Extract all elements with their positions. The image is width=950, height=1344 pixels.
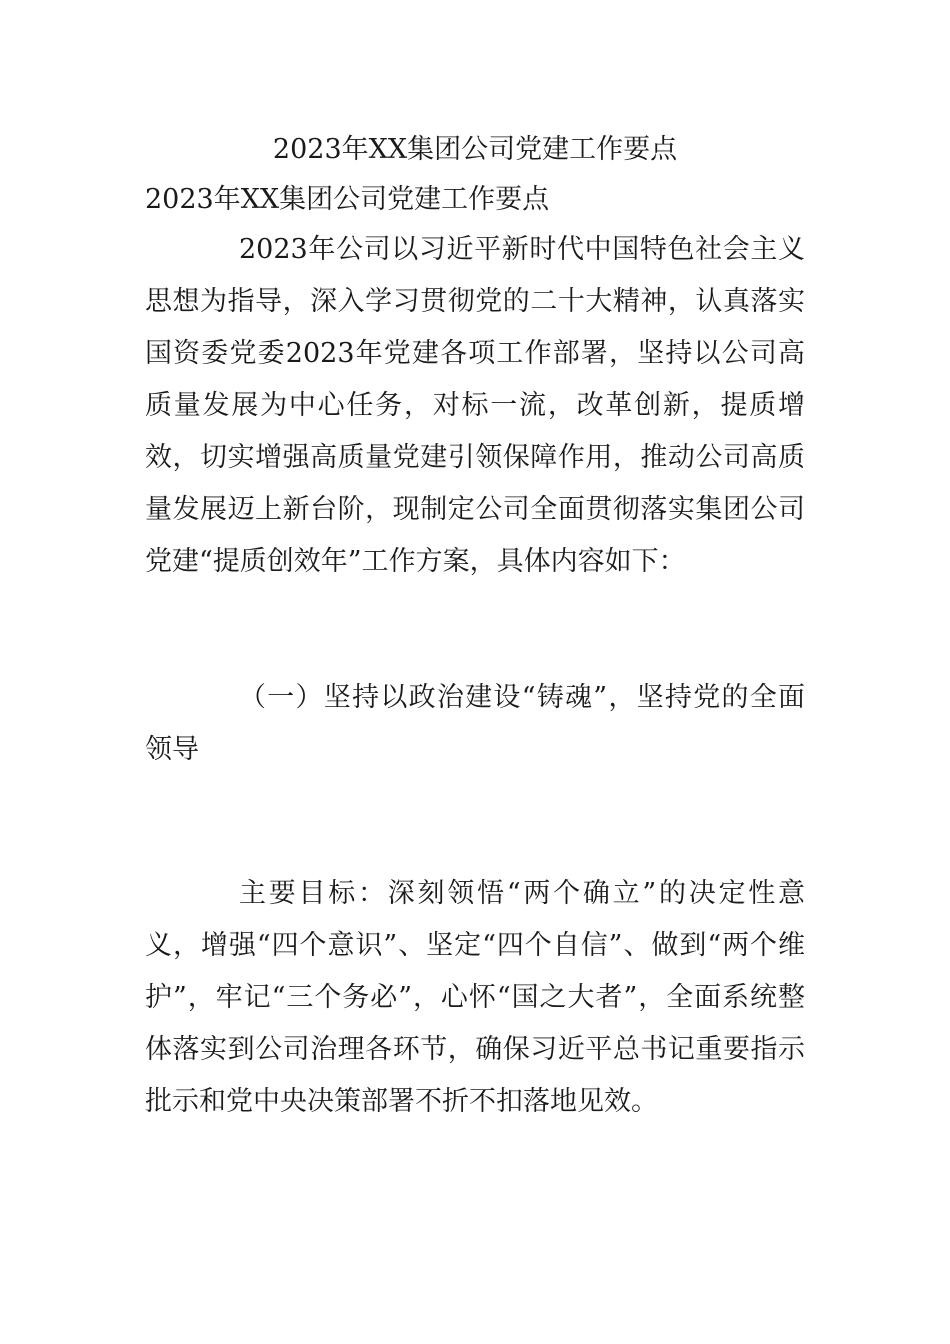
section-heading-1: （一）坚持以政治建设“铸魂”，坚持党的全面领导	[145, 682, 805, 765]
document-title: 2023年XX集团公司党建工作要点	[272, 134, 678, 165]
goal-paragraph: 主要目标：深刻领悟“两个确立”的决定性意义，增强“四个意识”、坚定“四个自信”、做到“两个维护”，牢记“三个务必”，心怀“国之大者”，全面系统整体落实到公司治理各环节，确保习近平总书记重要指示批示和党中央决策部署不折不扣落地见效。	[145, 878, 805, 1117]
document-subtitle: 2023年XX集团公司党建工作要点	[145, 184, 550, 215]
intro-paragraph: 2023年公司以习近平新时代中国特色社会主义思想为指导，深入学习贯彻党的二十大精神，认真落实国资委党委2023年党建各项工作部署，坚持以公司高质量发展为中心任务，对标一流，改革创新，提质增效，切实增强高质量党建引领保障作用，推动公司高质量发展迈上新台阶，现制定公司全面贯彻落实集团公司党建“提质创效年”工作方案，具体内容如下：	[145, 234, 805, 577]
